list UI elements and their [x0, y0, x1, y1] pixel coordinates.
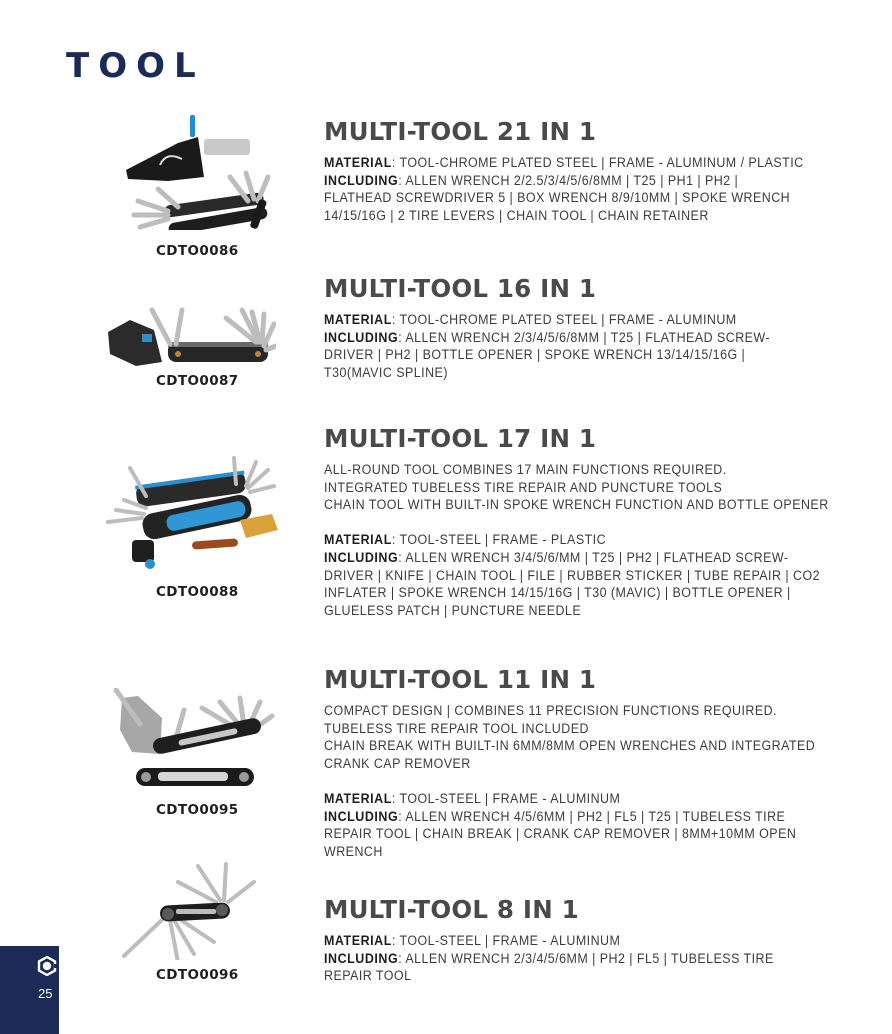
including-line: DRIVER | PH2 | BOTTLE OPENER | SPOKE WRENCH 13/14/15/16G |: [324, 347, 746, 363]
material-label: MATERIAL: [324, 312, 392, 327]
intro-line: CRANK CAP REMOVER: [324, 755, 471, 771]
multi-tool-8-image: [120, 860, 310, 960]
material-label: MATERIAL: [324, 790, 392, 806]
product-description: [324, 461, 845, 619]
material-label: MATERIAL: [324, 532, 392, 548]
including-label: INCLUDING: [324, 549, 399, 565]
material-label: MATERIAL: [324, 933, 392, 948]
material-value: : TOOL-STEEL | FRAME - PLASTIC: [391, 532, 607, 548]
cycledesign-logo-icon: [37, 956, 57, 976]
including-line: DRIVER | KNIFE | CHAIN TOOL | FILE | RUBBER STICKER | TUBE REPAIR | CO2: [324, 567, 820, 583]
including-label: INCLUDING: [324, 808, 399, 824]
product-sku: CDTO0086: [156, 243, 239, 259]
material-value: : TOOL-CHROME PLATED STEEL | FRAME - ALUMINUM: [391, 312, 737, 327]
page-number: 25: [38, 986, 53, 1001]
product-sku: CDTO0087: [156, 373, 239, 389]
multi-tool-21-image: [118, 115, 308, 230]
material-value: : TOOL-STEEL | FRAME - ALUMINUM: [391, 933, 621, 948]
including-label: INCLUDING: [324, 172, 399, 188]
product-sku: CDTO0088: [156, 584, 239, 600]
page-title: TOOL: [66, 46, 205, 86]
product-description: [324, 154, 845, 224]
intro-line: ALL-ROUND TOOL COMBINES 17 MAIN FUNCTIONS REQUIRED.: [324, 462, 727, 477]
intro-line: COMPACT DESIGN | COMBINES 11 PRECISION FUNCTIONS REQUIRED.: [324, 703, 777, 718]
including-line: WRENCH: [324, 843, 383, 859]
product-title: MULTI-TOOL 8 IN 1: [324, 895, 579, 924]
including-line: INFLATER | SPOKE WRENCH 14/15/16G | T30 (MAVIC) | BOTTLE OPENER |: [324, 585, 791, 601]
material-value: : TOOL-STEEL | FRAME - ALUMINUM: [391, 790, 621, 806]
product-description: [324, 932, 845, 985]
including-value: : ALLEN WRENCH 2/2.5/3/4/5/6/8MM | T25 | PH1 | PH2 |: [398, 172, 739, 188]
including-line: REPAIR TOOL | CHAIN BREAK | CRANK CAP REMOVER | 8MM+10MM OPEN: [324, 826, 797, 842]
page-number-tab: [0, 946, 59, 1034]
product-sku: CDTO0096: [156, 967, 239, 983]
intro-line: INTEGRATED TUBELESS TIRE REPAIR AND PUNCTURE TOOLS: [324, 479, 723, 495]
product-title: MULTI-TOOL 16 IN 1: [324, 274, 597, 303]
including-value: : ALLEN WRENCH 2/3/4/5/6/8MM | T25 | FLATHEAD SCREW-: [398, 329, 771, 345]
including-value: : ALLEN WRENCH 2/3/4/5/6MM | PH2 | FL5 | TUBELESS TIRE: [398, 950, 774, 966]
product-title: MULTI-TOOL 11 IN 1: [324, 665, 597, 694]
product-description: [324, 702, 845, 860]
product-title: MULTI-TOOL 21 IN 1: [324, 117, 597, 146]
material-label: MATERIAL: [324, 155, 392, 170]
including-label: INCLUDING: [324, 950, 399, 966]
including-value: : ALLEN WRENCH 3/4/5/6/MM | T25 | PH2 | FLATHEAD SCREW-: [398, 549, 789, 565]
product-sku: CDTO0095: [156, 802, 239, 818]
including-line: REPAIR TOOL: [324, 968, 412, 984]
multi-tool-17-image: [106, 456, 296, 576]
including-line: T30(MAVIC SPLINE): [324, 364, 448, 380]
including-value: : ALLEN WRENCH 4/5/6MM | PH2 | FL5 | T25 | TUBELESS TIRE: [398, 808, 786, 824]
including-label: INCLUDING: [324, 329, 399, 345]
product-description: [324, 311, 845, 381]
material-value: : TOOL-CHROME PLATED STEEL | FRAME - ALUMINUM / PLASTIC: [391, 155, 804, 170]
multi-tool-16-image: [106, 302, 296, 367]
intro-line: CHAIN BREAK WITH BUILT-IN 6MM/8MM OPEN WRENCHES AND INTEGRATED: [324, 738, 816, 754]
multi-tool-11-image: [112, 688, 302, 793]
product-title: MULTI-TOOL 17 IN 1: [324, 424, 597, 453]
intro-line: CHAIN TOOL WITH BUILT-IN SPOKE WRENCH FUNCTION AND BOTTLE OPENER: [324, 497, 829, 513]
including-line: FLATHEAD SCREWDRIVER 5 | BOX WRENCH 8/9/10MM | SPOKE WRENCH: [324, 190, 791, 206]
including-line: 14/15/16G | 2 TIRE LEVERS | CHAIN TOOL | CHAIN RETAINER: [324, 207, 709, 223]
including-line: GLUELESS PATCH | PUNCTURE NEEDLE: [324, 602, 582, 618]
intro-line: TUBELESS TIRE REPAIR TOOL INCLUDED: [324, 720, 589, 736]
